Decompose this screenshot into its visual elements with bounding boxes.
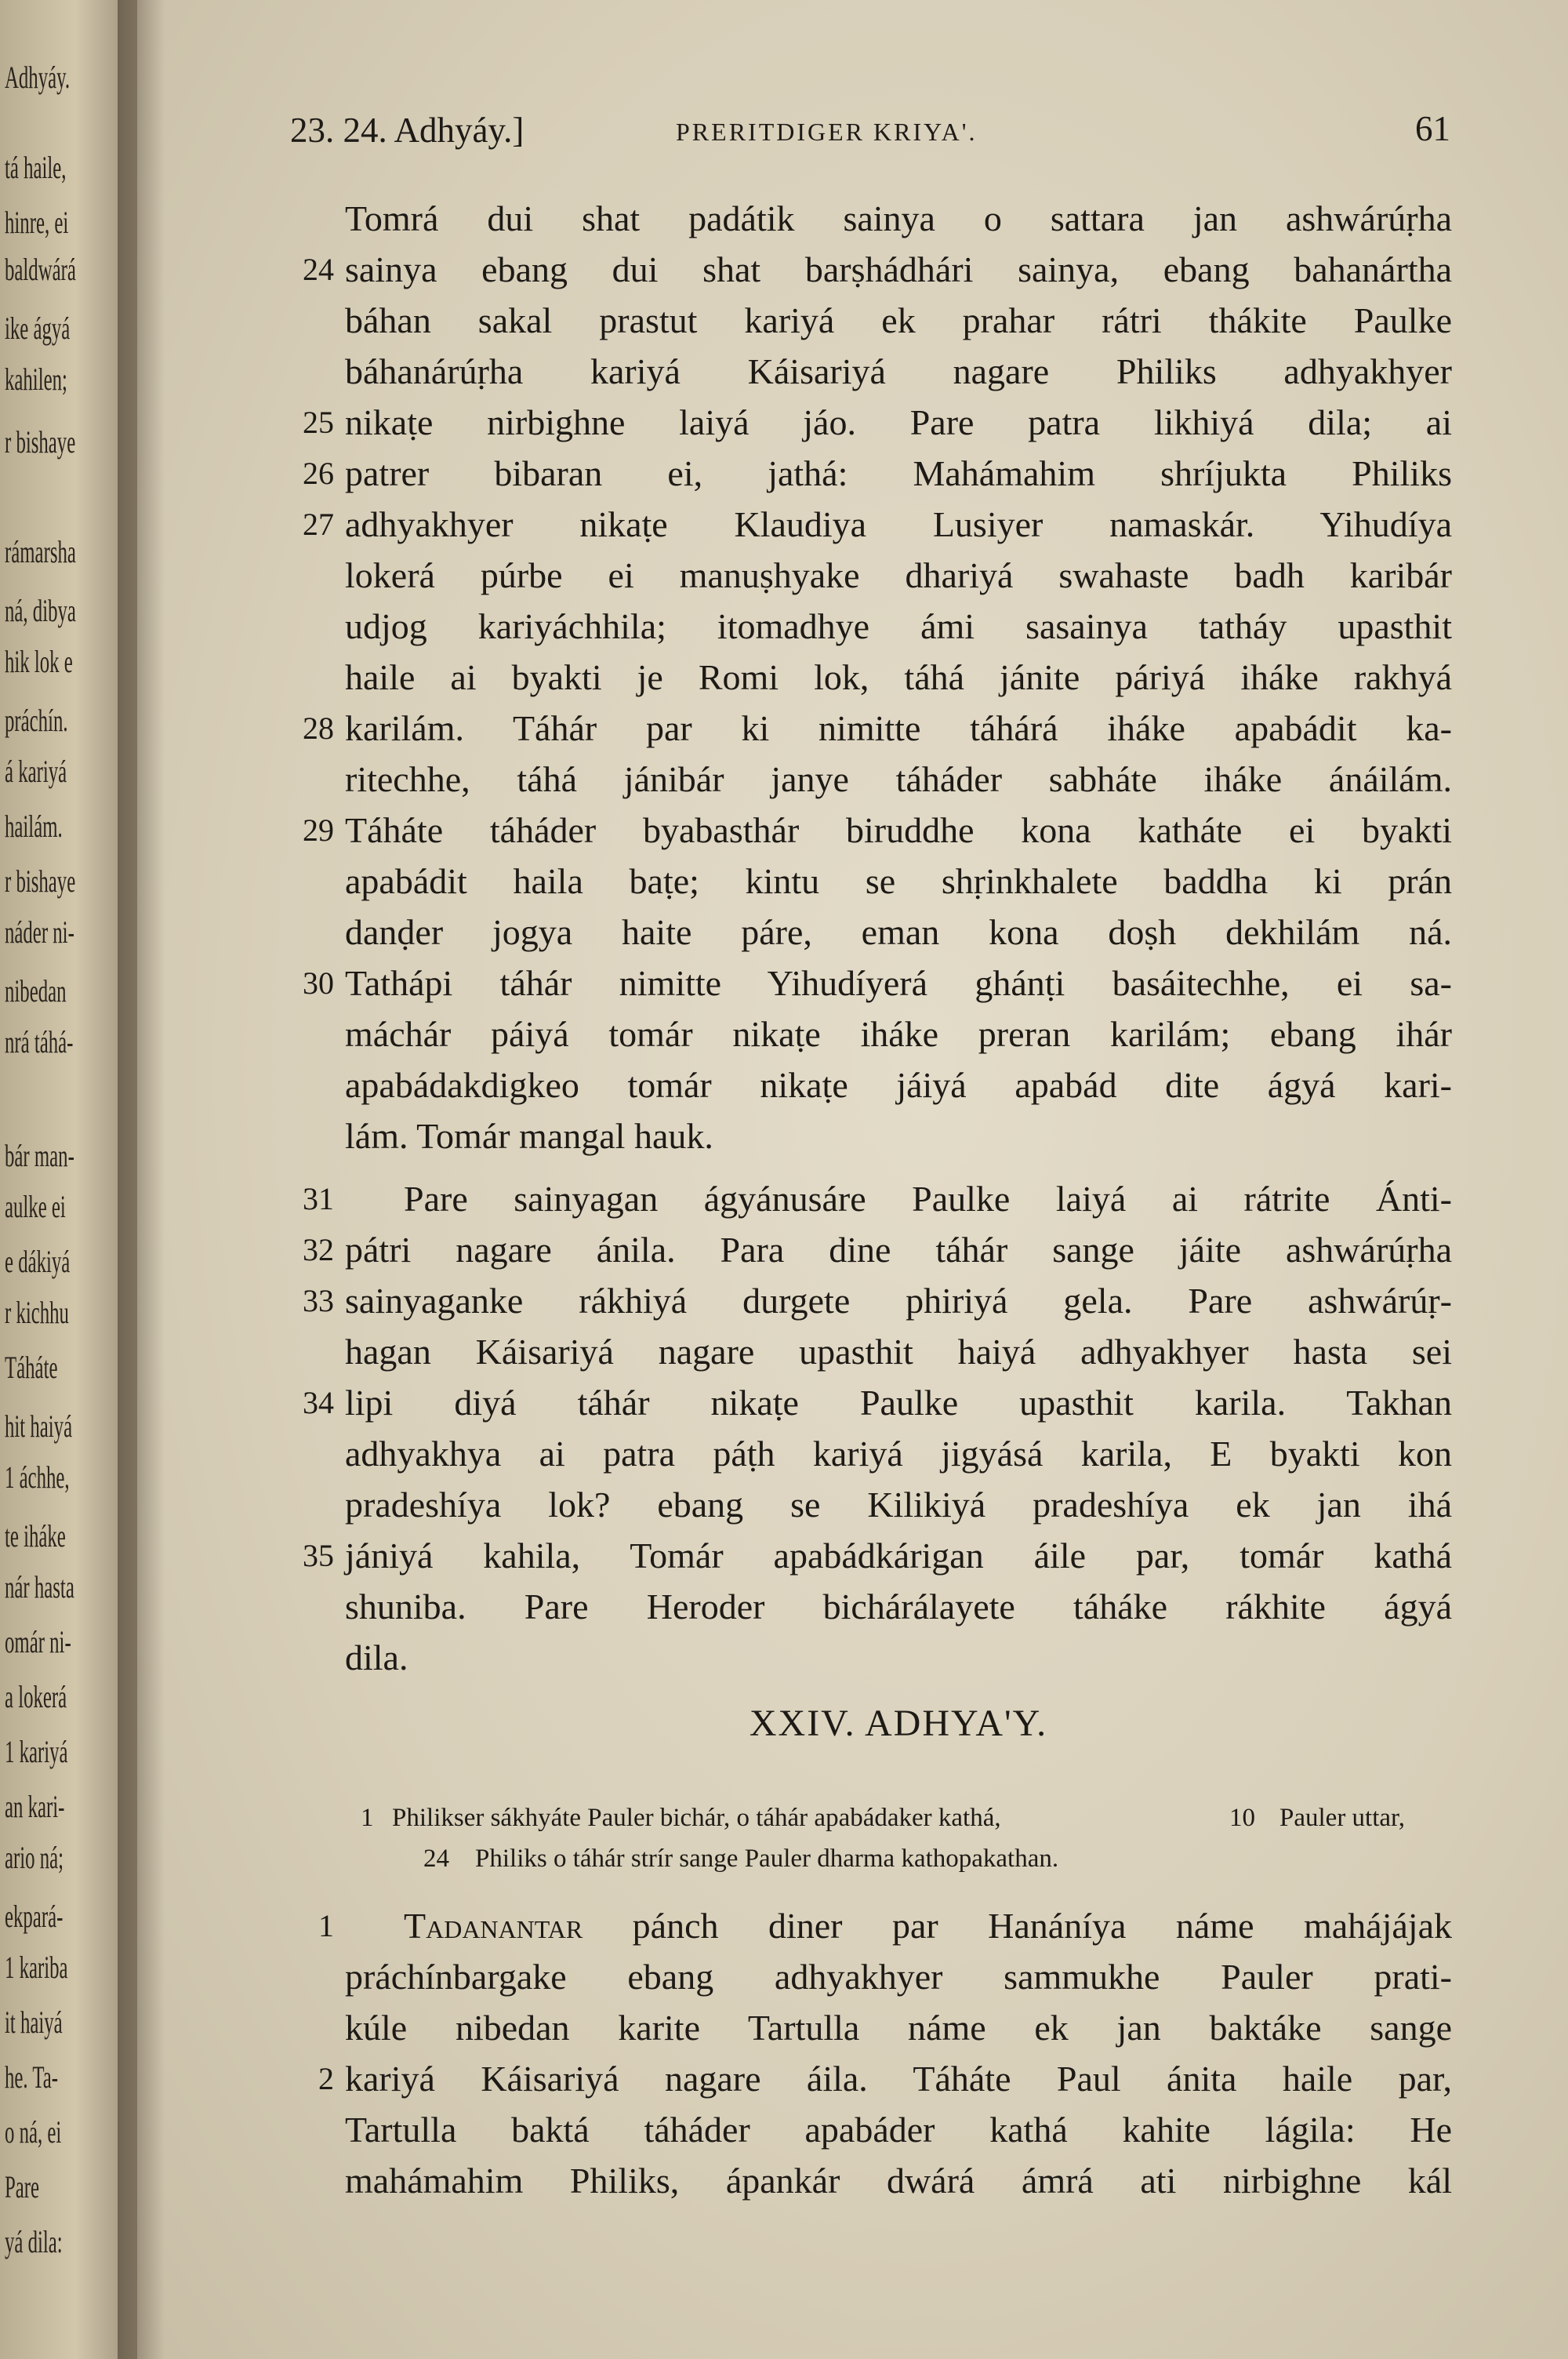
text-line: sainyaganke rákhiyá durgete phiriyá gela. Pare ashwárúṛ- [345, 1281, 1452, 1321]
text-line [404, 1902, 1452, 1950]
text-line: lipi diyá táhár nikaṭe Paulke upasthit karila. Takhan [345, 1383, 1452, 1423]
left-page-line: nibedan [5, 973, 67, 1009]
left-page-line: an kari- [5, 1789, 65, 1824]
left-page-line: 1 áchhe, [5, 1459, 70, 1495]
left-page-line: hailám. [5, 809, 63, 844]
left-page-line: hik lok e [5, 644, 73, 679]
left-page-line: omár ni- [5, 1624, 71, 1659]
left-page-line: ario ná; [5, 1840, 64, 1875]
text-line: danḍer jogya haite páre, eman kona doṣh dekhilám ná. [345, 912, 1452, 952]
left-page-line: Adhyáy. [5, 60, 71, 95]
summary-text: Philikser sákhyáte Pauler bichár, o táhár apabádaker kathá, [392, 1804, 1001, 1832]
text-line: udjog kariyáchhila; itomadhye ámi sasainya tatháy upasthit [345, 606, 1452, 646]
summary-text: Pauler uttar, [1279, 1804, 1405, 1832]
left-page-line: ná, dibya [5, 593, 76, 628]
text-line: shuniba. Pare Heroder bichárálayete táháke rákhite ágyá [345, 1587, 1452, 1627]
text-line: mahámahim Philiks, ápankár dwárá ámrá ati nirbighne kál [345, 2161, 1452, 2201]
left-page-line: 1 kariyá [5, 1734, 68, 1769]
text-line: Tathápi táhár nimitte Yihudíyerá ghánṭi basáitechhe, ei sa- [345, 963, 1452, 1003]
left-page-line: r bishaye [5, 863, 76, 899]
running-header [290, 110, 1450, 157]
opening-word: Tadanantar [404, 1906, 583, 1946]
text-line: lokerá púrbe ei manuṣhyake dhariyá swahaste badh karibár [345, 555, 1452, 595]
text-line: dila. [345, 1637, 408, 1677]
left-page-line: 1 kariba [5, 1950, 68, 1985]
text-line: máchár páiyá tomár nikaṭe iháke preran karilám; ebang ihár [345, 1014, 1452, 1054]
text-line: kariyá Káisariyá nagare áila. Táháte Paul ánita haile par, [345, 2059, 1452, 2099]
left-page-line: tá haile, [5, 150, 67, 185]
left-page-line: e dákiyá [5, 1244, 71, 1279]
text-line: práchínbargake ebang adhyakhyer sammukhe Pauler prati- [345, 1957, 1452, 1997]
summary-number: 10 [1229, 1804, 1255, 1832]
verse-number: 28 [303, 711, 334, 746]
text-line: apabádakdigkeo tomár nikaṭe jáiyá apabád dite ágyá kari- [345, 1065, 1452, 1105]
left-page-line: hinre, ei [5, 205, 69, 240]
verse-number: 2 [318, 2061, 334, 2096]
left-page-line: bár man- [5, 1138, 74, 1173]
left-page-line: rámarsha [5, 534, 76, 569]
left-page-line: nár hasta [5, 1569, 74, 1605]
page-number: 61 [1415, 109, 1450, 148]
left-page-line: r bishaye [5, 424, 76, 460]
left-page-line: yá dila: [5, 2224, 63, 2259]
left-page-line: ike ágyá [5, 311, 71, 346]
verse-number: 30 [303, 965, 334, 1001]
text-line: adhyakhya ai patra páṭh kariyá jigyásá karila, E byakti kon [345, 1434, 1452, 1474]
verse-number: 26 [303, 456, 334, 491]
left-page-line: a lokerá [5, 1679, 67, 1714]
left-page-line: hit haiyá [5, 1408, 73, 1444]
left-page-line: nrá táhá- [5, 1024, 74, 1060]
text-line: lám. Tomár mangal hauk. [345, 1116, 713, 1156]
left-page-line: kahilen; [5, 362, 67, 397]
left-page-line: r kichhu [5, 1295, 69, 1330]
left-page-line: ekpará- [5, 1899, 64, 1934]
text-line: pradeshíya lok? ebang se Kilikiyá pradeshíya ek jan ihá [345, 1485, 1452, 1525]
text-line: báhan sakal prastut kariyá ek prahar rátri thákite Paulke [345, 300, 1452, 340]
text-line: pátri nagare ánila. Para dine táhár sange jáite ashwárúṛha [345, 1230, 1452, 1270]
left-page-line: te iháke [5, 1518, 66, 1554]
header-reference: 23. 24. Adhyáy.] [290, 111, 524, 150]
left-page-line: á kariyá [5, 754, 67, 789]
chapter-heading: XXIV. ADHYA'Y. [749, 1703, 1048, 1744]
text-line: ritechhe, táhá jánibár janye táháder sabháte iháke ánáilám. [345, 759, 1452, 799]
summary-number: 24 [423, 1845, 449, 1873]
verse-number: 33 [303, 1283, 334, 1318]
text-line: sainya ebang dui shat barṣhádhári sainya, ebang bahanártha [345, 249, 1452, 289]
text-line: kúle nibedan karite Tartulla náme ek jan baktáke sange [345, 2008, 1452, 2048]
text-line: karilám. Táhár par ki nimitte táhárá iháke apabádit ka- [345, 708, 1452, 748]
text-line: Tomrá dui shat padátik sainya o sattara jan ashwárúṛha [345, 198, 1452, 238]
left-page-line: práchín. [5, 703, 68, 738]
left-page-line: he. Ta- [5, 2059, 59, 2095]
verse-number: 34 [303, 1385, 334, 1420]
text-line: Pare sainyagan ágyánusáre Paulke laiyá ai rátrite Ánti- [404, 1179, 1452, 1219]
text-line: patrer bibaran ei, jathá: Mahámahim shríjukta Philiks [345, 453, 1452, 493]
left-facing-page [0, 0, 137, 2359]
text-line: hagan Káisariyá nagare upasthit haiyá adhyakhyer hasta sei [345, 1332, 1452, 1372]
verse-number: 31 [303, 1181, 334, 1216]
verse-number: 27 [303, 507, 334, 542]
text-line: báhanárúṛha kariyá Káisariyá nagare Philiks adhyakhyer [345, 351, 1452, 391]
summary-number: 1 [361, 1804, 374, 1832]
verse-number: 32 [303, 1232, 334, 1267]
left-page-line: baldwárá [5, 252, 76, 287]
text-line-rest: pánch diner par Hanáníya náme mahájájak [583, 1906, 1452, 1946]
left-page-line: o ná, ei [5, 2114, 62, 2150]
left-page-line: Pare [5, 2169, 40, 2205]
verse-number: 1 [318, 1908, 334, 1943]
text-line: adhyakhyer nikaṭe Klaudiya Lusiyer namaskár. Yihudíya [345, 504, 1452, 544]
verse-number: 25 [303, 405, 334, 440]
left-page-line: aulke ei [5, 1189, 66, 1224]
left-page-line: náder ni- [5, 914, 74, 950]
text-line: Táháte táháder byabasthár biruddhe kona katháte ei byakti [345, 810, 1452, 850]
summary-text: Philiks o táhár strír sange Pauler dharma kathopakathan. [475, 1845, 1059, 1873]
book-gutter [118, 0, 165, 2359]
verse-number: 24 [303, 252, 334, 287]
left-page-line: it haiyá [5, 2005, 63, 2040]
text-line: Tartulla baktá táháder apabáder kathá kahite lágila: He [345, 2110, 1452, 2150]
text-line: apabádit haila baṭe; kintu se shṛinkhalete baddha ki prán [345, 861, 1452, 901]
text-line: nikaṭe nirbighne laiyá jáo. Pare patra likhiyá dila; ai [345, 402, 1452, 442]
verse-number: 29 [303, 812, 334, 848]
text-line: jániyá kahila, Tomár apabádkárigan áile par, tomár kathá [345, 1536, 1452, 1576]
verse-number: 35 [303, 1538, 334, 1573]
left-page-line: Táháte [5, 1350, 58, 1385]
text-line: haile ai byakti je Romi lok, táhá jánite páriyá iháke rakhyá [345, 657, 1452, 697]
header-title: PRERITDIGER KRIYA'. [676, 118, 978, 146]
